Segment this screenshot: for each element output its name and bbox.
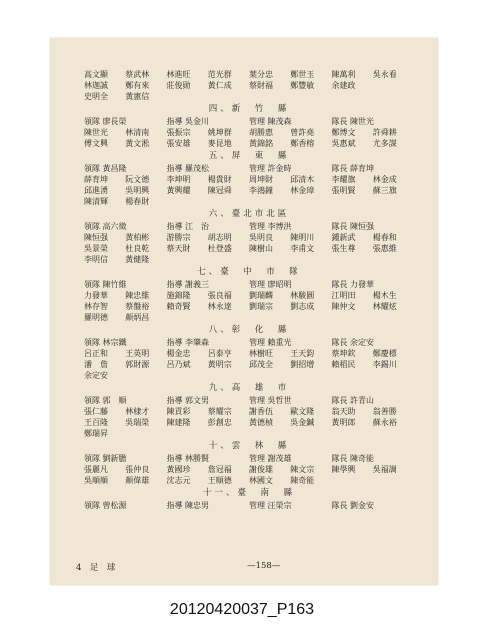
roster-name: 林永達 bbox=[207, 301, 232, 311]
roster-name: 鄭香榕 bbox=[290, 138, 315, 148]
roster-name: 王順德 bbox=[207, 475, 232, 485]
roster-name: 陳恒强 bbox=[84, 232, 108, 242]
player-row bbox=[84, 406, 414, 417]
roster-name: 隊長 劉金安 bbox=[331, 500, 375, 510]
player-row bbox=[84, 290, 414, 301]
staff-row bbox=[84, 279, 414, 290]
roster-name: 黃憲信 bbox=[125, 91, 150, 101]
player-row bbox=[84, 69, 414, 80]
roster-name: 吳惠斌 bbox=[331, 138, 356, 148]
roster-name: 余建政 bbox=[331, 80, 356, 90]
roster-name: 傅文興 bbox=[84, 138, 108, 148]
roster-name: 蔡財福 bbox=[249, 80, 273, 90]
roster-name: 陳學興 bbox=[331, 464, 356, 474]
roster-name: 陳冠舜 bbox=[207, 185, 232, 195]
roster-name: 黃仁成 bbox=[207, 80, 232, 90]
image-caption: 20120420037_P163 bbox=[169, 601, 315, 618]
roster-name: 沈志元 bbox=[166, 475, 191, 485]
roster-name: 林迦誠 bbox=[84, 80, 108, 90]
section-heading: 五、屏 東 縣 bbox=[208, 151, 290, 161]
roster-name: 力發華 bbox=[84, 290, 108, 300]
staff-row bbox=[84, 337, 414, 348]
roster-name: 潘 詹 bbox=[84, 359, 108, 369]
roster-name: 杜良乾 bbox=[125, 243, 150, 253]
roster-name: 鄭瑞昇 bbox=[84, 428, 108, 438]
document-page bbox=[50, 38, 438, 585]
roster-name: 王百隆 bbox=[84, 417, 108, 427]
roster-name: 莊俊勋 bbox=[166, 80, 191, 90]
roster-name: 劉志成 bbox=[290, 301, 315, 311]
roster-name: 鄭豐敏 bbox=[290, 80, 315, 90]
roster-name: 張安雄 bbox=[166, 138, 191, 148]
roster-name: 黃文淞 bbox=[125, 138, 150, 148]
roster-name: 領隊 林宗鐵 bbox=[84, 337, 127, 347]
section-heading: 九、高 雄 市 bbox=[208, 383, 290, 393]
roster-name: 吳金鍼 bbox=[290, 417, 315, 427]
roster-name: 黃明宗 bbox=[207, 359, 232, 369]
page-number: —158— bbox=[247, 561, 281, 571]
footer-section-label: 4 足 球 bbox=[76, 563, 116, 573]
roster-name: 指導 李肇森 bbox=[166, 337, 210, 347]
roster-name: 李錫川 bbox=[372, 359, 397, 369]
roster-name: 蔡耀宗 bbox=[207, 406, 232, 416]
roster-name: 林金成 bbox=[372, 174, 397, 184]
roster-name: 鄭博文 bbox=[331, 127, 356, 137]
roster-name: 彭創忠 bbox=[207, 417, 232, 427]
roster-name: 謝俊雄 bbox=[249, 464, 273, 474]
roster-name: 指導 陳忠男 bbox=[166, 500, 210, 510]
roster-name: 管理 汪榮宗 bbox=[249, 500, 292, 510]
roster-name: 蔡坤欽 bbox=[331, 348, 356, 358]
roster-name: 管理 賴重光 bbox=[249, 337, 292, 347]
roster-name: 范光群 bbox=[207, 69, 232, 79]
roster-name: 高文顯 bbox=[84, 69, 108, 79]
roster-name: 羅明德 bbox=[84, 312, 108, 322]
roster-name: 葉分忠 bbox=[249, 69, 273, 79]
roster-name: 黃健隆 bbox=[125, 254, 150, 264]
staff-row bbox=[84, 453, 414, 464]
roster-name: 蔡天財 bbox=[166, 243, 191, 253]
roster-name: 吳景榮 bbox=[84, 243, 108, 253]
roster-name: 鄭慶標 bbox=[372, 348, 397, 358]
section-heading: 七、臺 中 市 隊 bbox=[197, 267, 301, 277]
section-heading: 十一、臺 南 縣 bbox=[202, 488, 295, 498]
roster-name: 隊長 余定安 bbox=[331, 337, 375, 347]
roster-name: 張振宗 bbox=[166, 127, 191, 137]
roster-name: 蘇永裕 bbox=[372, 417, 397, 427]
roster-name: 林存智 bbox=[84, 301, 108, 311]
roster-name: 翁善勝 bbox=[372, 406, 397, 416]
roster-name: 陳奇能 bbox=[290, 475, 315, 485]
roster-name: 顏炳昌 bbox=[125, 312, 150, 322]
roster-name: 管理 吳哲世 bbox=[249, 395, 292, 405]
roster-name: 賴奇賢 bbox=[166, 301, 191, 311]
roster-name: 姚坤群 bbox=[207, 127, 232, 137]
roster-name: 蔡武林 bbox=[125, 69, 150, 79]
player-row bbox=[84, 475, 414, 486]
roster-name: 張生尊 bbox=[331, 243, 356, 253]
roster-name: 黃明郎 bbox=[331, 417, 356, 427]
roster-name: 陳世光 bbox=[84, 127, 108, 137]
roster-name: 阮文德 bbox=[125, 174, 150, 184]
roster-name: 張麗凡 bbox=[84, 464, 108, 474]
roster-name: 李坤明 bbox=[166, 174, 191, 184]
player-row bbox=[84, 91, 414, 102]
roster-name: 賴稻民 bbox=[331, 359, 356, 369]
player-row bbox=[84, 127, 414, 138]
roster-name: 李甫文 bbox=[290, 243, 315, 253]
staff-row bbox=[84, 221, 414, 232]
roster-name: 邱清木 bbox=[290, 174, 315, 184]
section-heading: 八、彰 化 縣 bbox=[208, 325, 290, 335]
roster-name: 領隊 黃昌隆 bbox=[84, 163, 127, 173]
roster-name: 邱進湧 bbox=[84, 185, 108, 195]
roster-name: 尤多謀 bbox=[372, 138, 397, 148]
roster-name: 杜登盛 bbox=[207, 243, 232, 253]
roster-name: 領隊 廖長榮 bbox=[84, 116, 127, 126]
roster-name: 游勝宗 bbox=[166, 232, 191, 242]
roster-name: 蔡盤裕 bbox=[125, 301, 150, 311]
roster-name: 林棣才 bbox=[125, 406, 150, 416]
roster-name: 劉瑞麟 bbox=[249, 290, 273, 300]
roster-name: 黃德楨 bbox=[249, 417, 273, 427]
roster-name: 詹冠福 bbox=[207, 464, 232, 474]
roster-name: 林進旺 bbox=[166, 69, 191, 79]
player-row bbox=[84, 254, 414, 265]
roster-name: 隊長 許青山 bbox=[331, 395, 375, 405]
roster-name: 余定安 bbox=[84, 370, 108, 380]
roster-name: 陳忠維 bbox=[125, 290, 150, 300]
roster-name: 楊金忠 bbox=[166, 348, 191, 358]
roster-name: 陳建隆 bbox=[166, 417, 191, 427]
roster-name: 陳明川 bbox=[290, 232, 315, 242]
roster-name: 吳福調 bbox=[372, 464, 397, 474]
roster-name: 指導 林勝賢 bbox=[166, 453, 210, 463]
roster-name: 翁天助 bbox=[331, 406, 356, 416]
roster-name: 林耀炫 bbox=[372, 301, 397, 311]
roster-name: 林樹旺 bbox=[249, 348, 273, 358]
roster-name: 管理 許金時 bbox=[249, 163, 292, 173]
roster-name: 許舜耕 bbox=[372, 127, 397, 137]
roster-name: 林國文 bbox=[249, 475, 273, 485]
roster-name: 指導 江 治 bbox=[166, 221, 210, 231]
staff-row bbox=[84, 395, 414, 406]
roster-name: 領隊 高六徵 bbox=[84, 221, 127, 231]
roster-name: 施錦隆 bbox=[166, 290, 191, 300]
page-footer bbox=[76, 561, 412, 573]
roster-name: 指導 羅茂松 bbox=[166, 163, 210, 173]
roster-name: 管理 陳茂森 bbox=[249, 116, 292, 126]
roster-name: 周坤財 bbox=[249, 174, 273, 184]
roster-name: 李明信 bbox=[84, 254, 108, 264]
roster-name: 顏偉雄 bbox=[125, 475, 150, 485]
roster-name: 指導 吳金川 bbox=[166, 116, 210, 126]
roster-name: 蘇三旗 bbox=[372, 185, 397, 195]
roster-name: 林駿圓 bbox=[290, 290, 315, 300]
player-row bbox=[84, 464, 414, 475]
roster-name: 陳貢彩 bbox=[166, 406, 191, 416]
player-row bbox=[84, 370, 414, 381]
roster-name: 呂泰亨 bbox=[207, 348, 232, 358]
roster-name: 張明賢 bbox=[331, 185, 356, 195]
roster-name: 管理 李博洪 bbox=[249, 221, 292, 231]
section-heading: 六、臺北市北區 bbox=[208, 209, 290, 219]
player-row bbox=[84, 243, 414, 254]
player-row bbox=[84, 417, 414, 428]
roster-name: 黃錦銘 bbox=[249, 138, 273, 148]
roster-name: 麥昆地 bbox=[207, 138, 232, 148]
player-row bbox=[84, 312, 414, 323]
section-heading: 十、雲 林 縣 bbox=[208, 441, 290, 451]
roster-name: 江明田 bbox=[331, 290, 356, 300]
roster-name: 領隊 郭 順 bbox=[84, 395, 127, 405]
staff-row bbox=[84, 163, 414, 174]
roster-name: 邱茂全 bbox=[249, 359, 273, 369]
roster-name: 吳明良 bbox=[249, 232, 273, 242]
roster-name: 隊長 陳恒强 bbox=[331, 221, 375, 231]
roster-name: 隊長 陳奇能 bbox=[331, 453, 375, 463]
roster-name: 陳樹山 bbox=[249, 243, 273, 253]
roster-name: 劉招增 bbox=[290, 359, 315, 369]
roster-name: 鄭世玉 bbox=[290, 69, 315, 79]
player-row bbox=[84, 359, 414, 370]
roster-name: 管理 謝茂雄 bbox=[249, 453, 292, 463]
roster-name: 謝香伍 bbox=[249, 406, 273, 416]
player-row bbox=[84, 348, 414, 359]
section-heading: 四、新 竹 縣 bbox=[208, 104, 290, 114]
roster-name: 隊長 薛育坤 bbox=[331, 163, 375, 173]
player-row bbox=[84, 428, 414, 439]
roster-name: 陳文宗 bbox=[290, 464, 315, 474]
staff-row bbox=[84, 116, 414, 127]
roster-name: 楊貴財 bbox=[207, 174, 232, 184]
roster-name: 鄭有來 bbox=[125, 80, 150, 90]
roster-name: 指導 郭文男 bbox=[166, 395, 210, 405]
roster-name: 張惠維 bbox=[372, 243, 397, 253]
roster-name: 王英明 bbox=[125, 348, 150, 358]
roster-name: 張仁藤 bbox=[84, 406, 108, 416]
roster-name: 歐文隆 bbox=[290, 406, 315, 416]
roster-name: 張仲良 bbox=[125, 464, 150, 474]
roster-name: 胡志明 bbox=[207, 232, 232, 242]
roster-name: 黃國珍 bbox=[166, 464, 191, 474]
roster-name: 隊長 力發華 bbox=[331, 279, 375, 289]
roster-name: 王天鈞 bbox=[290, 348, 315, 358]
player-row bbox=[84, 174, 414, 185]
roster-name: 楊春和 bbox=[372, 232, 397, 242]
roster-name: 吳順順 bbox=[84, 475, 108, 485]
roster-name: 領隊 曾松源 bbox=[84, 500, 127, 510]
player-row bbox=[84, 196, 414, 207]
roster-name: 李耀旗 bbox=[331, 174, 356, 184]
roster-name: 領隊 陳竹維 bbox=[84, 279, 127, 289]
roster-name: 林金璋 bbox=[290, 185, 315, 195]
roster-name: 曾許堯 bbox=[290, 127, 315, 137]
roster-name: 薛育坤 bbox=[84, 174, 108, 184]
roster-name: 呂正和 bbox=[84, 348, 108, 358]
player-row bbox=[84, 80, 414, 91]
player-row bbox=[84, 138, 414, 149]
roster-name: 吳永看 bbox=[372, 69, 397, 79]
roster-name: 陳仲文 bbox=[331, 301, 356, 311]
player-row bbox=[84, 185, 414, 196]
staff-row bbox=[84, 500, 414, 511]
roster-content bbox=[84, 66, 414, 511]
roster-name: 楊木生 bbox=[372, 290, 397, 300]
player-row bbox=[84, 301, 414, 312]
roster-name: 黃柏彬 bbox=[125, 232, 150, 242]
roster-name: 吳明興 bbox=[125, 185, 150, 195]
roster-name: 管理 廖昭明 bbox=[249, 279, 292, 289]
roster-name: 林清南 bbox=[125, 127, 150, 137]
roster-name: 楊春財 bbox=[125, 196, 150, 206]
roster-name: 陳萬利 bbox=[331, 69, 356, 79]
roster-name: 劉瑞宗 bbox=[249, 301, 273, 311]
roster-name: 張良福 bbox=[207, 290, 232, 300]
roster-name: 領隊 劉新膽 bbox=[84, 453, 127, 463]
roster-name: 李鴻鐘 bbox=[249, 185, 273, 195]
roster-name: 指導 謝義三 bbox=[166, 279, 210, 289]
roster-name: 呂乃斌 bbox=[166, 359, 191, 369]
player-row bbox=[84, 232, 414, 243]
roster-name: 胡勝惠 bbox=[249, 127, 273, 137]
roster-name: 陳清輝 bbox=[84, 196, 108, 206]
roster-name: 黃興耀 bbox=[166, 185, 191, 195]
roster-name: 史明全 bbox=[84, 91, 108, 101]
roster-name: 鍾新武 bbox=[331, 232, 356, 242]
roster-name: 吳瑞榮 bbox=[125, 417, 150, 427]
roster-name: 郭財源 bbox=[125, 359, 150, 369]
roster-name: 隊長 陳世光 bbox=[331, 116, 375, 126]
